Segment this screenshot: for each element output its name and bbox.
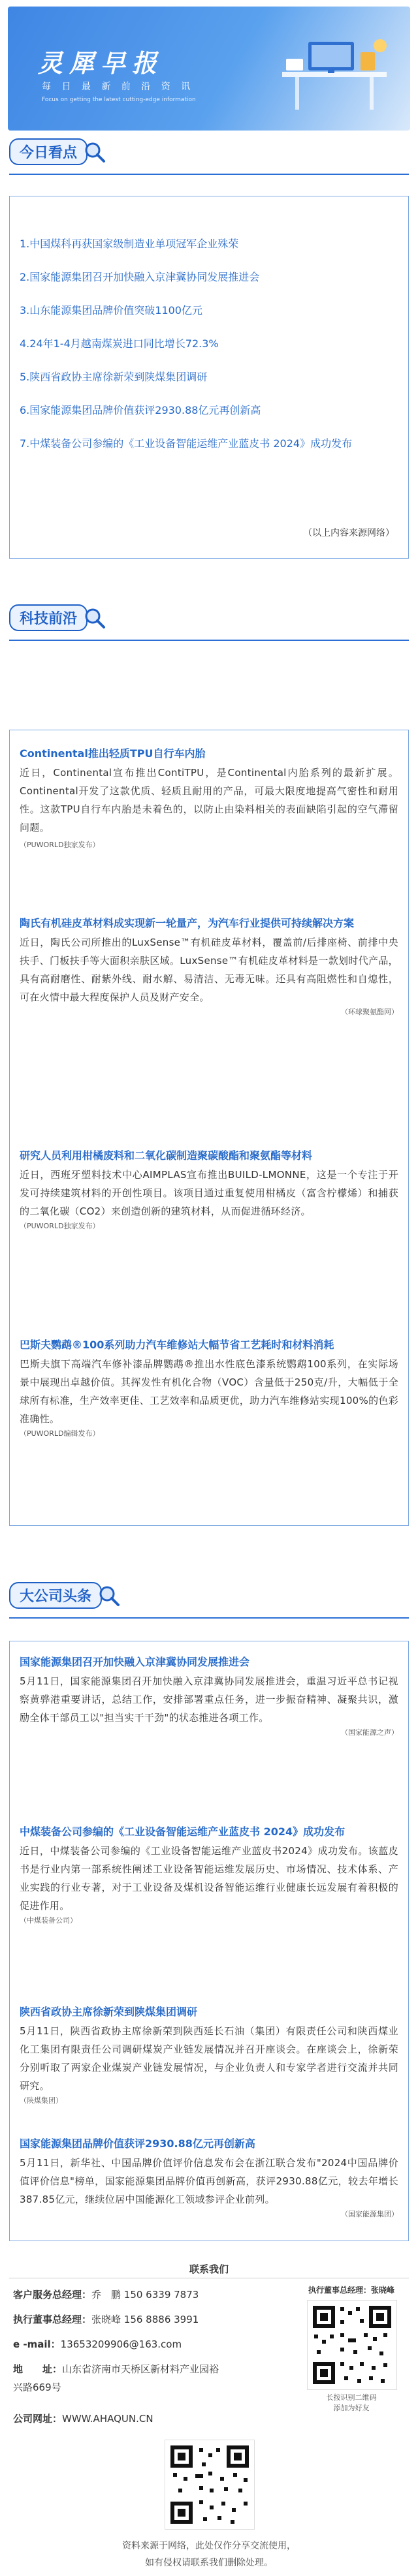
- contact-value: 山东省济南市天桥区新材料产业园裕兴路669号: [13, 2363, 219, 2393]
- article-body: 5月11日，陕西省政协主席徐新荣到陕西延长石油（集团）有限责任公司和陕西煤业化工集团有限责任公司调研煤炭产业链发展情况并召开座谈会。在座谈会上，徐新荣分别听取了两家企业煤炭产业链发展情况，与企业负责人和专家学者进行交流并共同研究。: [20, 2025, 398, 2092]
- article-source: （中煤装备公司）: [20, 1916, 77, 1925]
- news-item[interactable]: 4.24年1-4月越南煤炭进口同比增长72.3%: [20, 337, 219, 350]
- tech-section-header: [9, 604, 106, 631]
- article-source: （PUWORLD编辑发布）: [20, 1429, 100, 1438]
- article-source: （国家能源之声）: [341, 1728, 398, 1737]
- magnifier-icon: [98, 1585, 120, 1607]
- tech-article: [20, 1146, 398, 1231]
- contact-row-director: [13, 2310, 199, 2329]
- tech-section-title: 科技前沿: [9, 604, 88, 631]
- article-source: （PUWORLD独家发布）: [20, 1222, 100, 1230]
- article-body: 近日，西班牙塑料技术中心AIMPLAS宣布推出BUILD-LMONNE，这是一个专注于开发可持续建筑材料的开创性项目。该项目通过重复使用柑橘皮（富含柠檬烯）和捕获的二氧化碳（CO2）来创造创新的建筑材料，从而促进循环经济。: [20, 1169, 398, 1217]
- contact-label: 地 址：: [13, 2363, 63, 2375]
- today-section-header: [9, 138, 106, 165]
- contact-value[interactable]: 张晓峰 156 8886 3991: [91, 2314, 199, 2325]
- tech-article: [20, 744, 398, 850]
- desk-illustration-icon: [269, 33, 397, 115]
- tech-article: [20, 914, 398, 1017]
- contact-row-email: [13, 2335, 182, 2353]
- footer-line: 如有侵权请联系我们删除处理。: [145, 2558, 273, 2568]
- qr-caption: 长按识别二维码 添加为好友: [326, 2393, 377, 2412]
- contact-title: 联系我们: [189, 2263, 229, 2275]
- article-body: 近日，陶氏公司所推出的LuxSense™有机硅皮革材料，覆盖前/后排座椅、前排中央扶手、门板扶手等大面积亲肤区域。LuxSense™有机硅皮革材料是一款划时代产品，具有高耐磨性、耐紫外线、耐水解、易清洁、无毒无味。还具有高阻燃性和自熄性，可在火情中最大程度保护人员及财产安全。: [20, 937, 398, 1003]
- contact-label: 执行董事总经理：: [13, 2314, 92, 2325]
- article-source: （国家能源集团）: [341, 2210, 398, 2218]
- contact-value[interactable]: 13653209906@163.com: [60, 2338, 182, 2350]
- article-title[interactable]: 国家能源集团品牌价值获评2930.88亿元再创新高: [20, 2137, 255, 2150]
- header-banner: [8, 7, 410, 131]
- banner-title: 灵犀早报: [38, 49, 164, 78]
- news-item[interactable]: 3.山东能源集团品牌价值突破1100亿元: [20, 304, 202, 317]
- news-item[interactable]: 6.国家能源集团品牌价值获评2930.88亿元再创新高: [20, 404, 261, 416]
- contact-label: 公司网址：: [13, 2413, 63, 2425]
- magnifier-icon: [84, 607, 106, 629]
- article-body: 5月11日，国家能源集团召开加快融入京津冀协同发展推进会，重温习近平总书记视察黄骅港重要讲话，总结工作，安排部署重点任务，进一步振奋精神、凝聚共识，激励全体干部员工以"担当实干干劲"的状态推进各项工作。: [20, 1675, 398, 1724]
- banner-subtitle: 每 日 最 新 前 沿 资 讯: [42, 82, 195, 92]
- qr-label: 执行董事总经理：张晓峰: [308, 2286, 394, 2295]
- contact-row-website: [13, 2410, 153, 2428]
- today-news-list: [20, 234, 398, 454]
- article-title[interactable]: 陕西省政协主席徐新荣到陕煤集团调研: [20, 2006, 198, 2018]
- article-title[interactable]: 研究人员利用柑橘废料和二氧化碳制造聚碳酸酯和聚氨酯等材料: [20, 1149, 313, 1162]
- news-item[interactable]: 1.中国煤科再获国家级制造业单项冠军企业殊荣: [20, 238, 239, 250]
- corp-divider: [9, 1617, 409, 1619]
- contact-label: 客户服务总经理：: [13, 2289, 92, 2301]
- tech-article: [20, 1335, 398, 1438]
- website-qr-icon[interactable]: [165, 2440, 255, 2530]
- today-divider: [9, 174, 409, 175]
- magnifier-icon: [84, 141, 106, 163]
- article-body: 5月11日，新华社、中国品牌价值评价信息发布会在浙江联合发布"2024中国品牌价值评价信息"榜单，国家能源集团品牌价值再创新高，获评2930.88亿元，较去年增长387.85亿元，继续位居中国能源化工领域参评企业前列。: [20, 2157, 398, 2205]
- corp-article: [20, 2002, 398, 2105]
- contact-label: e -mail：: [13, 2338, 61, 2350]
- banner-tagline: Focus on getting the latest cutting-edge information: [42, 97, 196, 103]
- article-source: （环球聚氨酯网）: [341, 1008, 398, 1016]
- corp-section-title: 大公司头条: [9, 1582, 102, 1609]
- contact-row-service: [13, 2286, 199, 2304]
- corp-article: [20, 1822, 398, 1925]
- contact-value[interactable]: WWW.AHAQUN.CN: [62, 2413, 153, 2425]
- article-title[interactable]: 国家能源集团召开加快融入京津冀协同发展推进会: [20, 1656, 250, 1668]
- corp-article: [20, 1653, 398, 1737]
- tech-divider: [9, 640, 409, 641]
- contact-value[interactable]: 乔 鹏 150 6339 7873: [91, 2289, 199, 2301]
- wechat-qr-icon[interactable]: [307, 2300, 397, 2390]
- news-item[interactable]: 5.陕西省政协主席徐新荣到陕煤集团调研: [20, 371, 208, 383]
- article-title[interactable]: 巴斯夫鹦鹉®100系列助力汽车维修站大幅节省工艺耗时和材料消耗: [20, 1339, 334, 1351]
- article-body: 近日，中煤装备公司参编的《工业设备智能运维产业蓝皮书2024》成功发布。该蓝皮书是行业内第一部系统性阐述工业设备智能运维发展历史、市场情况、技术体系、产业实践的行业专著，对于工业设备及煤机设备智能运维行业健康长远发展有着积极的促进作用。: [20, 1845, 398, 1912]
- article-source: （陕煤集团）: [20, 2096, 63, 2105]
- corp-section-header: [9, 1582, 120, 1609]
- footer-disclaimer: [0, 2537, 418, 2571]
- news-item[interactable]: 2.国家能源集团召开加快融入京津冀协同发展推进会: [20, 271, 260, 283]
- footer-line: 资料来源于网络，此处仅作分享交流使用，: [122, 2541, 296, 2551]
- article-body: 巴斯夫旗下高端汽车修补漆品牌鹦鹉®推出水性底色漆系统鹦鹉100系列，在实际场景中展现出卓越价值。其挥发性有机化合物（VOC）含量低于250克/升，大幅低于全球所有标准，生产效率更佳、工艺效率和品质更优，助力汽车维修站实现100%的色彩准确性。: [20, 1358, 398, 1425]
- article-title[interactable]: Continental推出轻质TPU自行车内胎: [20, 747, 206, 760]
- today-section-title: 今日看点: [9, 138, 88, 165]
- news-item[interactable]: 7.中煤装备公司参编的《工业设备智能运维产业蓝皮书 2024》成功发布: [20, 437, 353, 450]
- source-note: （以上内容来源网络）: [303, 528, 394, 538]
- article-body: 近日，Continental宣布推出ContiTPU，是Continental内胎系列的最新扩展。Continental开发了这款优质、轻质且耐用的产品，可最大限度地提高气密性和耐用性。这款TPU自行车内胎是未着色的，以防止由染料相关的表面缺陷引起的空气滞留问题。: [20, 767, 398, 833]
- article-title[interactable]: 中煤装备公司参编的《工业设备智能运维产业蓝皮书 2024》成功发布: [20, 1825, 346, 1838]
- contact-row-address: [13, 2360, 222, 2397]
- article-title[interactable]: 陶氏有机硅皮革材料成实现新一轮量产，为汽车行业提供可持续解决方案: [20, 917, 355, 929]
- article-source: （PUWORLD独家发布）: [20, 841, 100, 849]
- corp-article: [20, 2134, 398, 2219]
